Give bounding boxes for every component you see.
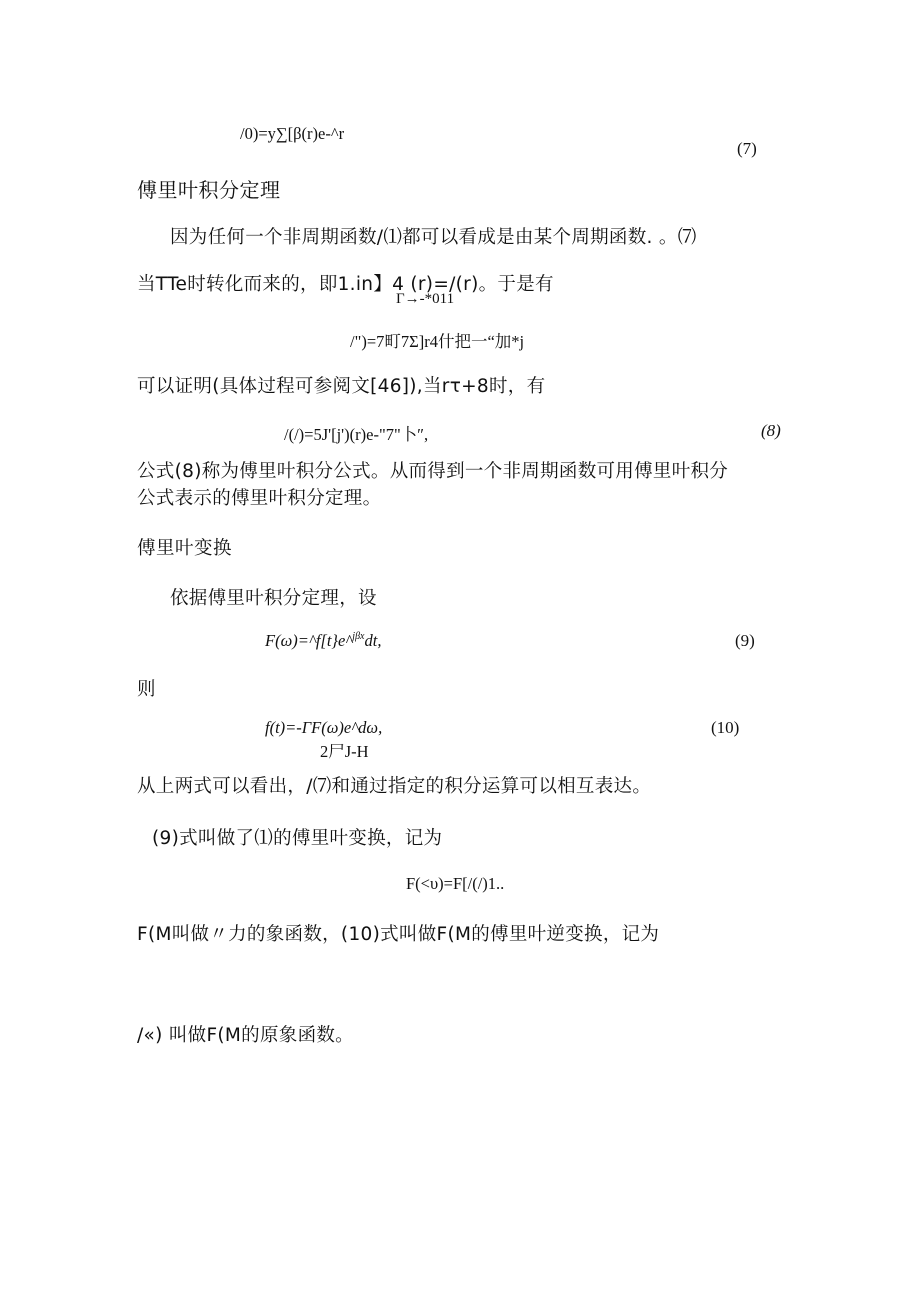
equation-9 <box>265 631 381 651</box>
paragraph-2: 当TTe时转化而来的，即1.in】4 (r)=/(r)。于是有 <box>137 274 554 295</box>
limit-subscript: Γ→-*011 <box>396 291 455 307</box>
equation-10-number: (10) <box>711 718 740 737</box>
equation-9-main: F(ω)=^f[t}e^ <box>265 631 353 650</box>
section-heading-fourier-integral: 傅里叶积分定理 <box>137 178 281 202</box>
paragraph-8: F(M叫做〃力的象函数，(10)式叫做F(M的傅里叶逆变换，记为 <box>137 924 660 945</box>
paragraph-4-line-1: 公式(8)称为傅里叶积分公式。从而得到一个非周期函数可用傅里叶积分 <box>137 461 729 482</box>
equation-transform-notation: F(<υ)=F[/(/)1.. <box>406 874 505 893</box>
equation-9-superscript: jβx <box>352 631 365 642</box>
equation-8-number: (8) <box>761 421 781 440</box>
paragraph-then: 则 <box>137 679 156 700</box>
equation-9-number: (9) <box>735 631 755 650</box>
equation-10-denominator: 2尸J-H <box>320 742 369 761</box>
equation-7: /0)=y∑[β(r)e-^r <box>240 124 345 143</box>
equation-9-tail: dt, <box>364 631 382 650</box>
equation-8: /(/)=5J'[j')(r)e-"7"卜″, <box>284 425 429 444</box>
equation-10: f(t)=-ΓF(ω)e^dω, <box>265 718 383 737</box>
paragraph-5: 依据傅里叶积分定理，设 <box>170 588 377 609</box>
paragraph-1: 因为任何一个非周期函数/⑴都可以看成是由某个周期函数. 。⑺ <box>170 227 697 248</box>
equation-7-number: (7) <box>737 139 757 158</box>
equation-intermediate: /")=7町7Σ]r4什把一“加*j <box>350 332 525 351</box>
paragraph-7: (9)式叫做了⑴的傅里叶变换，记为 <box>152 828 443 849</box>
paragraph-3: 可以证明(具体过程可参阅文[46]),当rτ+8时，有 <box>137 376 546 397</box>
paragraph-4-line-2: 公式表示的傅里叶积分定理。 <box>137 488 382 509</box>
paragraph-9: /«) 叫做F(M的原象函数。 <box>137 1025 354 1046</box>
section-heading-fourier-transform: 傅里叶变换 <box>137 538 233 559</box>
paragraph-6: 从上两式可以看出，/⑺和通过指定的积分运算可以相互表达。 <box>137 776 652 797</box>
